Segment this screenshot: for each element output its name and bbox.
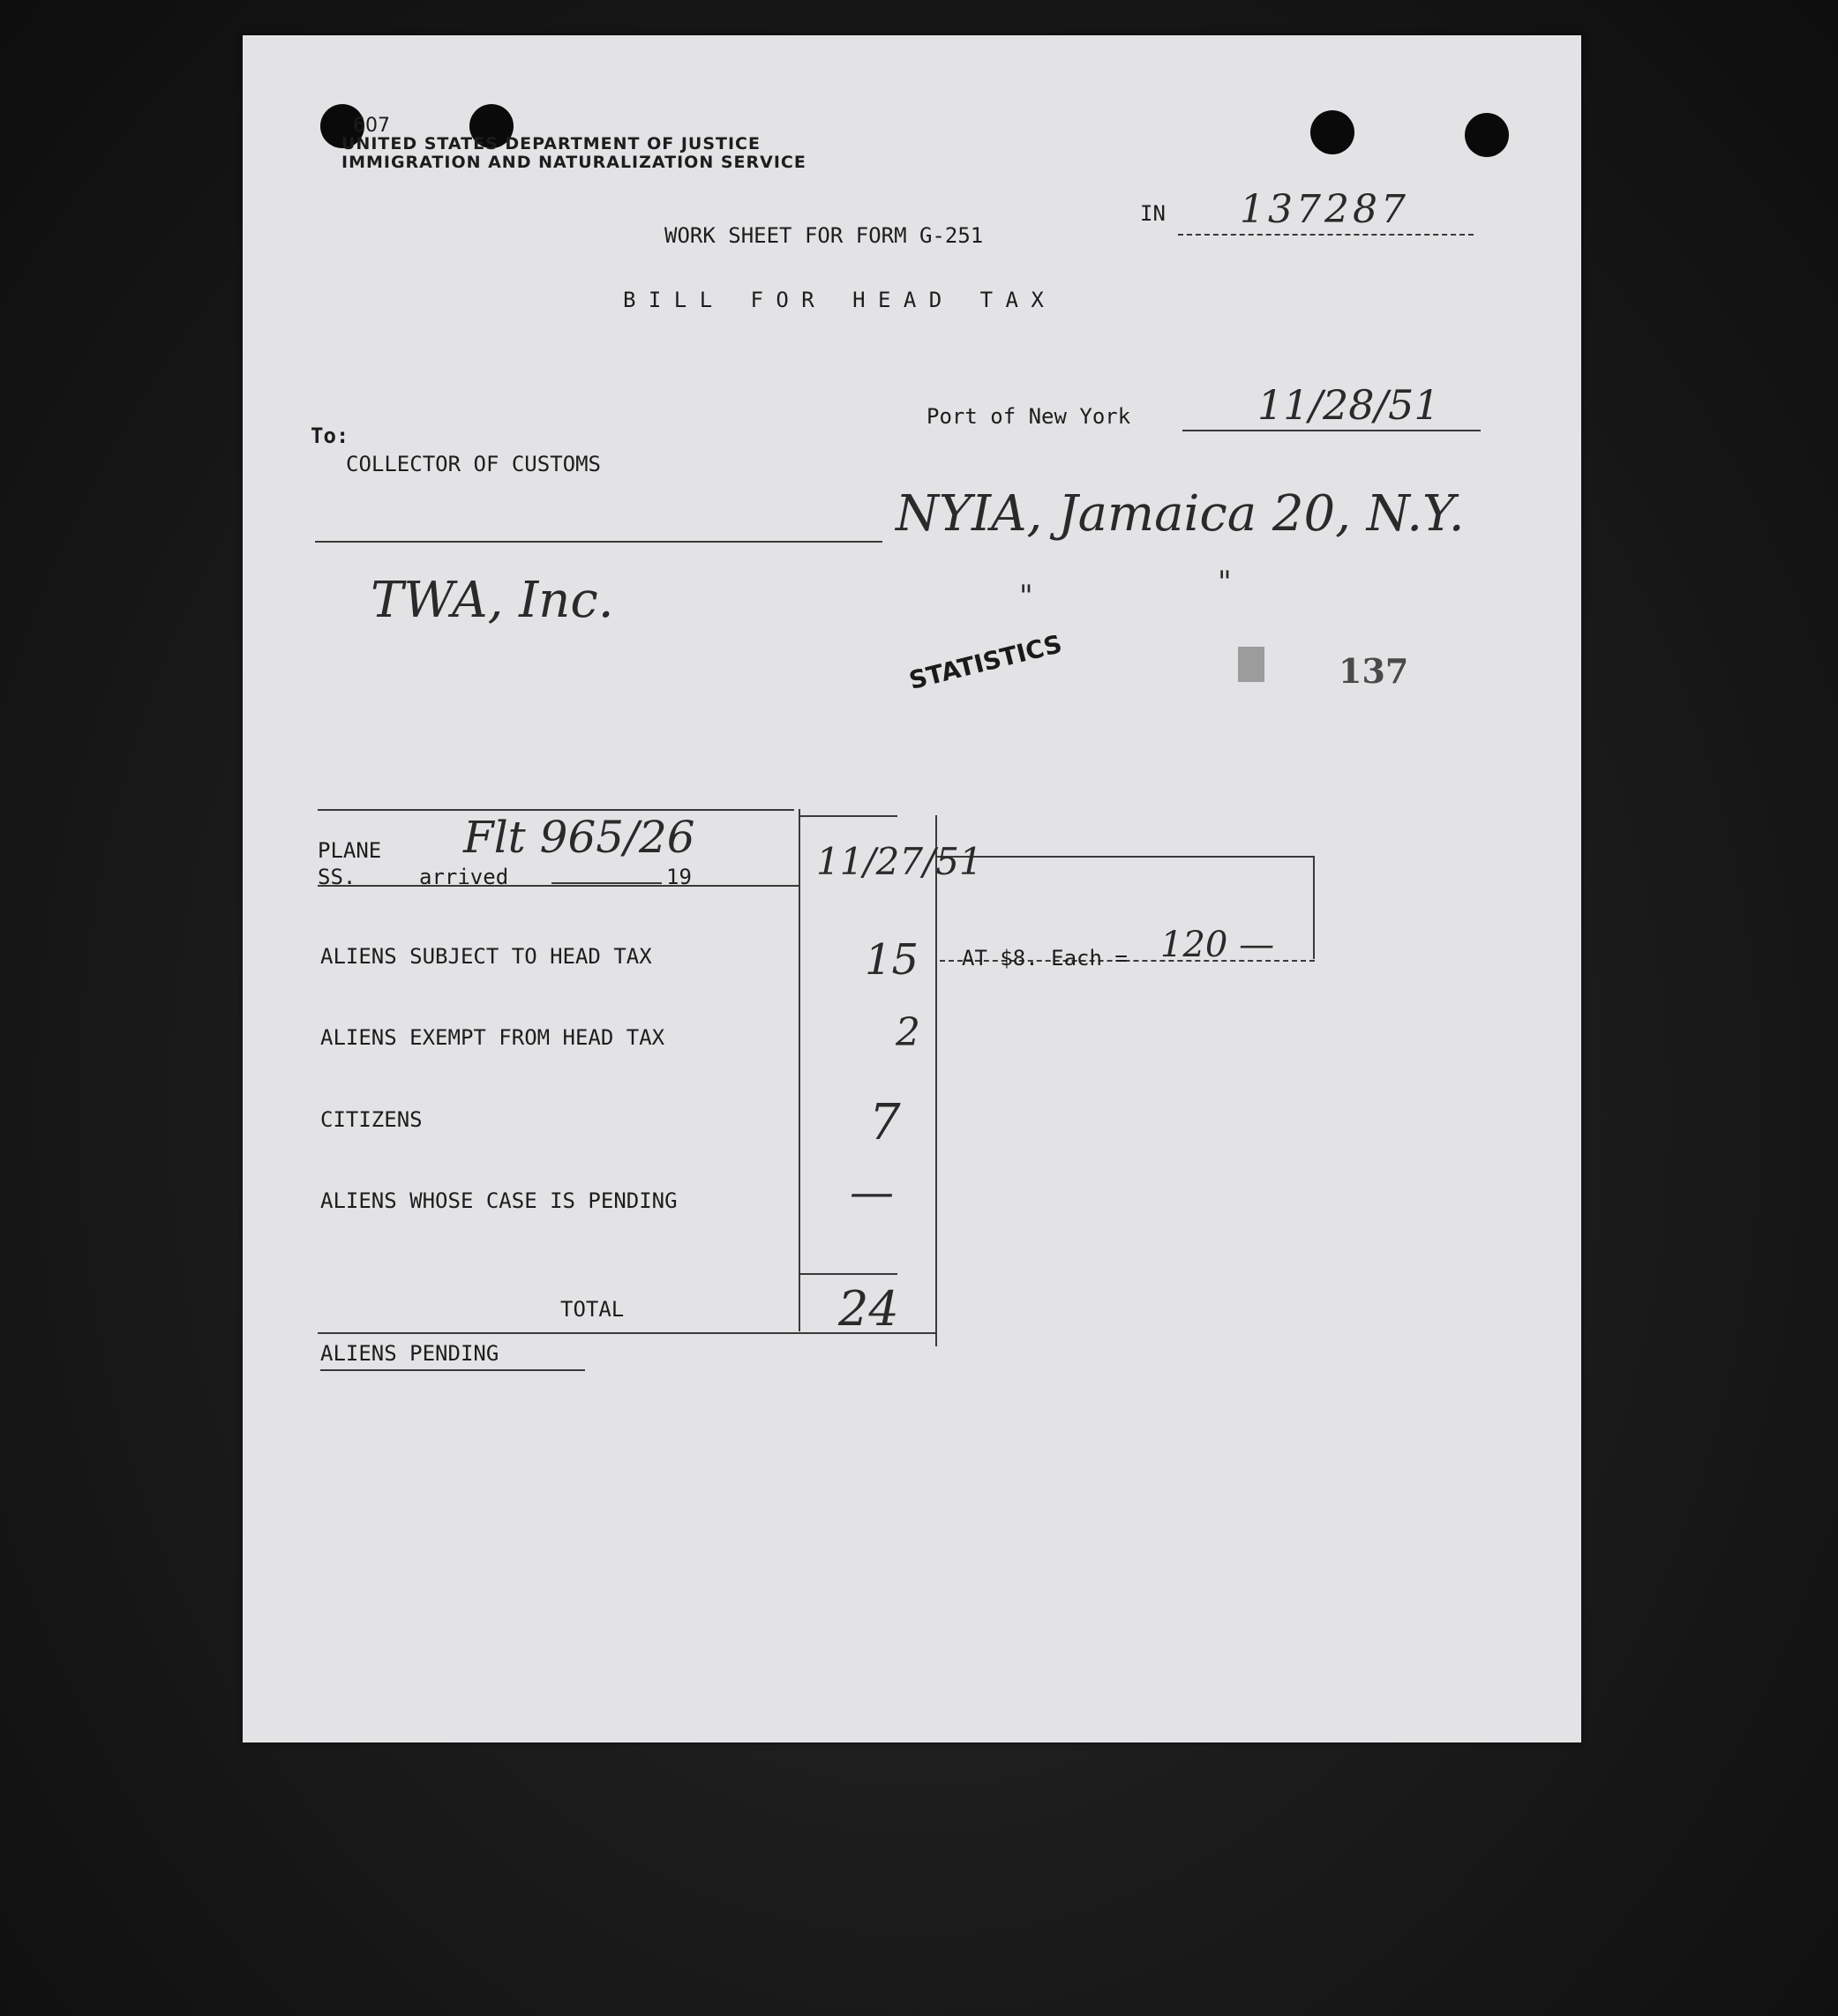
plane-label: PLANE <box>318 838 382 863</box>
year-prefix: 19 <box>666 865 692 889</box>
ditto-mark: " <box>1019 579 1033 614</box>
arrived-line <box>551 882 662 884</box>
row-value-citizens: 7 <box>869 1094 901 1151</box>
row-label-pending: ALIENS WHOSE CASE IS PENDING <box>320 1188 678 1213</box>
statistics-stamp: STATISTICS <box>906 629 1065 696</box>
aliens-pending-line <box>320 1369 585 1371</box>
document-page <box>243 35 1581 1742</box>
total-value: 24 <box>838 1281 899 1337</box>
form-number: 607 <box>353 115 390 137</box>
ditto-mark: " <box>1218 565 1232 600</box>
agency-line-2: IMMIGRATION AND NATURALIZATION SERVICE <box>341 153 806 172</box>
location-handwritten: NYIA, Jamaica 20, N.Y. <box>896 485 1465 543</box>
port-label: Port of New York <box>927 404 1131 429</box>
rate-amount: 120 — <box>1160 925 1275 965</box>
in-number-line <box>1178 234 1474 236</box>
table-divider <box>935 815 937 1346</box>
total-top-rule <box>799 1273 897 1275</box>
date-line <box>1182 430 1481 431</box>
agency-line-1: UNITED STATES DEPARTMENT OF JUSTICE <box>341 134 761 154</box>
to-label: To: <box>311 423 349 448</box>
work-sheet-title: WORK SHEET FOR FORM G-251 <box>664 223 984 248</box>
row-label-subject: ALIENS SUBJECT TO HEAD TAX <box>320 944 652 969</box>
row-value-pending: — <box>850 1166 894 1218</box>
arrived-label: arrived <box>419 865 509 889</box>
table-top-rule <box>799 815 897 817</box>
bill-date: 11/28/51 <box>1257 381 1440 429</box>
flight-handwritten: Flt 965/26 <box>463 812 695 863</box>
in-number: 137287 <box>1240 187 1409 232</box>
rate-box-top <box>935 856 1315 858</box>
row-value-exempt: 2 <box>896 1010 920 1055</box>
row-label-citizens: CITIZENS <box>320 1107 423 1132</box>
bill-title: B I L L F O R H E A D T A X <box>623 288 1044 312</box>
punch-hole-icon <box>1310 110 1354 154</box>
total-label: TOTAL <box>560 1297 625 1322</box>
rate-label: AT $8. Each = <box>962 946 1128 971</box>
table-divider <box>799 809 800 1331</box>
rate-box-right <box>1313 856 1315 959</box>
stamp-smudge <box>1238 647 1264 682</box>
total-bottom-rule <box>318 1332 935 1334</box>
stamp-number: 137 <box>1339 651 1409 691</box>
address-line <box>315 541 882 543</box>
arrival-date-handwritten: 11/27/51 <box>816 840 983 883</box>
aliens-pending-label: ALIENS PENDING <box>320 1341 499 1366</box>
ss-label: SS. <box>318 865 356 889</box>
collector-label: COLLECTOR OF CUSTOMS <box>346 452 601 476</box>
row-value-subject: 15 <box>865 935 919 985</box>
row-label-exempt: ALIENS EXEMPT FROM HEAD TAX <box>320 1025 665 1050</box>
carrier-handwritten: TWA, Inc. <box>371 572 614 629</box>
punch-hole-icon <box>1465 113 1509 157</box>
plane-row-rule <box>318 885 799 887</box>
table-top-rule <box>318 809 794 811</box>
in-label: IN <box>1140 201 1166 226</box>
